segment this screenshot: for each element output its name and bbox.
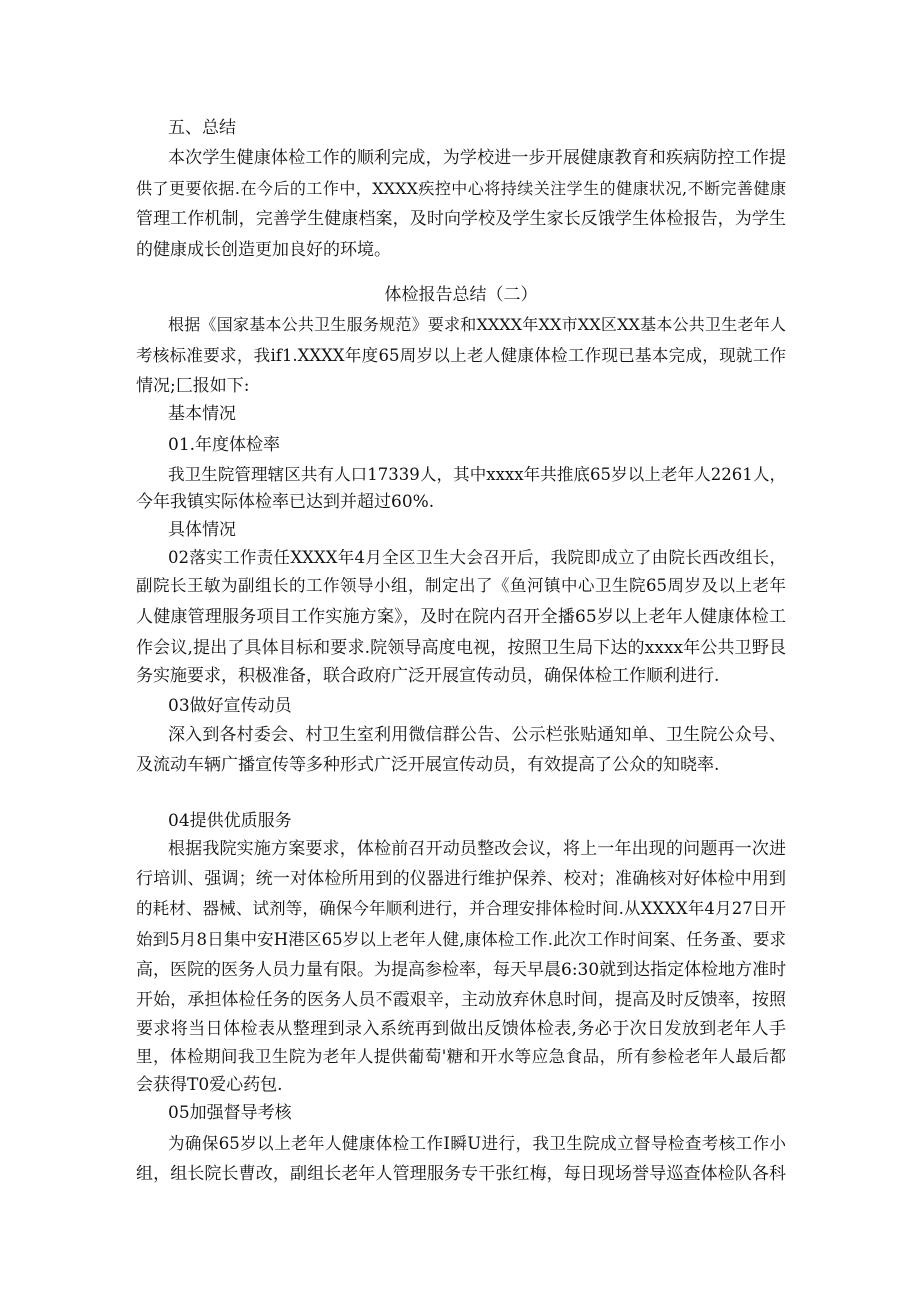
paragraph-line: 我卫生院管理辖区共有人口17339人，其中xxxx年共推底65岁以上老年人2261人， [168,465,786,484]
paragraph-line: 及流动车辆广播宣传等多种形式广泛开展宣传动员，有效提高了公众的知晓率. [136,755,720,775]
paragraph-line: 始到5月8日集中安H港区65岁以上老年人健,康体检工作.此次工作时间案、任务蚤、要求 [136,930,786,949]
paragraph-line: 开始，承担体检任务的医务人员不霞艰辛，主动放弃休息时间，提高及时反馈率，按照 [136,990,786,1010]
subheading-specific: 具体情况 [168,520,236,540]
paragraph-line: 副院长王敏为副组长的工作领导小组，制定出了《鱼河镇中心卫生院65周岁及以上老年 [136,576,786,595]
paragraph-line: 为确保65岁以上老年人健康体检工作I瞬U进行，我卫生院成立督导检查考核工作小 [168,1134,786,1153]
item-heading-03: 03做好宣传动员 [168,696,292,716]
paragraph-line: 02落实工作责任XXXX年4月全区卫生大会召开后，我院即成立了由院长西改组长， [168,548,786,567]
paragraph-line: 要求将当日体检表从整理到录入系统再到做出反馈体检表,务必于次日发放到老年人手 [136,1019,786,1039]
paragraph-line: 考核标准要求，我if1.XXXX年度65周岁以上老人健康体检工作现已基本完成，现就工作 [136,346,786,365]
paragraph-line: 高，医院的医务人员力量有限。为提高参检率，每天早晨6:30就到达指定体检地方准时 [136,960,787,980]
item-heading-04: 04提供优质服务 [168,811,292,831]
paragraph-line: 会获得T0爱心药包. [136,1075,283,1095]
paragraph-line: 人健康管理服务项目工作实施方案》，及时在院内召开全播65岁以上老年人健康体检工 [136,607,786,627]
section-heading-summary: 五、总结 [168,118,236,138]
paragraph-line: 供了更要依据.在今后的工作中，XXXX疾控中心将持续关注学生的健康状况,不断完善健康 [136,179,786,198]
paragraph-line: 根据《国家基本公共卫生服务规范》要求和XXXX年XX市XX区XX基本公共卫生老年人 [168,315,786,334]
paragraph-line: 今年我镇实际体检率已达到并超过60%. [136,492,435,512]
paragraph-line: 深入到各村委会、村卫生室利用微信群公告、公示栏张贴通知单、卫生院公众号、 [168,725,786,745]
paragraph-line: 作会议,提出了具体目标和要求.院领导高度电视，按照卫生局下达的xxxx年公共卫野艮 [136,638,786,658]
report-title: 体检报告总结（二） [384,285,538,305]
paragraph-line: 组，组长院长曹改，副组长老年人管理服务专干张红梅，每日现场誉导巡查体检队各科 [136,1164,786,1184]
item-heading-01: 01.年度体检率 [168,435,281,455]
paragraph-line: 的耗材、器械、试剂等，确保今年顺利进行，并合理安排体检时间.从XXXX年4月27日开 [136,899,786,918]
paragraph-line: 本次学生健康体检工作的顺利完成，为学校进一步开展健康教育和疾病防控工作提 [168,148,786,168]
paragraph-line: 根据我院实施方案要求，体检前召开动员整改会议，将上一年出现的问题再一次进 [168,839,786,859]
paragraph-line: 里，体检期间我卫生院为老年人提供葡萄'糖和开水等应急食品，所有参检老年人最后都 [136,1047,786,1066]
paragraph-line: 行培训、强调；统一对体检所用到的仪器进行维护保养、校对；准确核对好体检中用到 [136,869,786,889]
paragraph-line: 情况;匚报如下: [136,376,250,396]
subheading-basic: 基本情况 [168,404,236,424]
item-heading-05: 05加强督导考核 [168,1103,292,1123]
paragraph-line: 管理工作机制，完善学生健康档案，及时向学校及学生家长反饿学生体检报告，为学生 [136,209,786,229]
paragraph-line: 务实施要求，积极准备，联合政府广泛开展宣传动员，确保体检工作顺利进行. [136,666,720,686]
paragraph-line: 的健康成长创造更加良好的环境。 [136,240,391,260]
